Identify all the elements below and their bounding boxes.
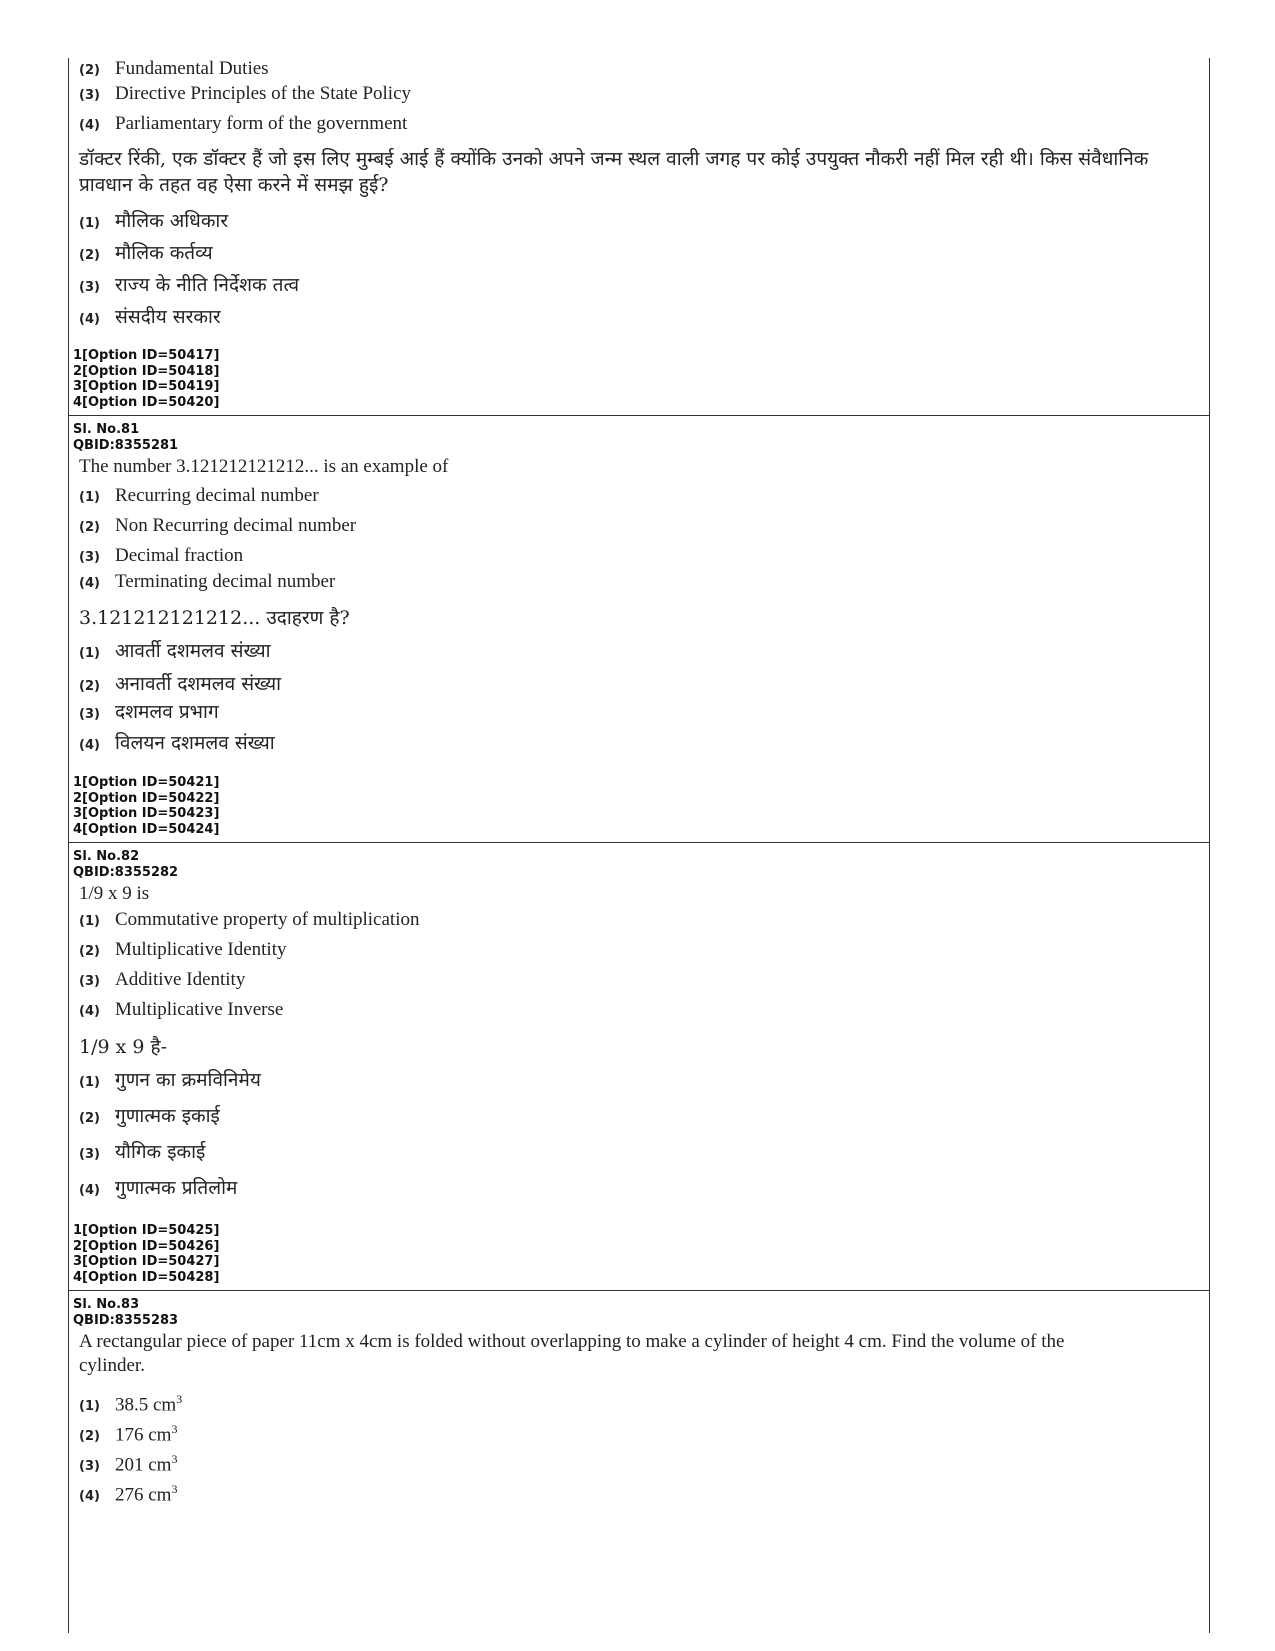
en-option-2 xyxy=(79,939,287,963)
question-paper-page xyxy=(68,58,1210,1633)
option-text: गुणन का क्रमविनिमेय xyxy=(115,1069,261,1091)
option-number: (2) xyxy=(79,520,100,535)
option-text: Multiplicative Identity xyxy=(115,939,287,960)
en-option-2 xyxy=(79,58,269,82)
option-text xyxy=(115,1417,177,1447)
option-number: (2) xyxy=(79,248,100,263)
option-number: (3) xyxy=(79,88,100,103)
option-number: (1) xyxy=(79,490,100,505)
hi-option-4 xyxy=(79,1175,237,1204)
english-question-text: The number 3.121212121212... is an example of xyxy=(79,456,449,477)
option-text: यौगिक इकाई xyxy=(115,1141,206,1163)
qbid: QBID:8355281 xyxy=(73,437,179,453)
hi-option-3 xyxy=(79,272,299,301)
en-option-3 xyxy=(79,969,245,993)
question-block-83 xyxy=(69,1291,1209,1631)
question-header xyxy=(73,422,178,453)
option-text: दशमलव प्रभाग xyxy=(115,701,219,723)
option-id: 4[Option ID=50424] xyxy=(73,821,220,837)
option-text: Terminating decimal number xyxy=(115,571,336,592)
en-option-1 xyxy=(79,485,319,509)
en-option-4 xyxy=(79,1477,177,1509)
en-option-4 xyxy=(79,113,407,137)
question-header xyxy=(73,849,178,880)
option-value: 176 cm xyxy=(115,1424,172,1446)
serial-number: Sl. No.83 xyxy=(73,1297,140,1312)
option-id: 1[Option ID=50425] xyxy=(73,1223,220,1238)
hi-option-2 xyxy=(79,240,213,269)
option-number: (3) xyxy=(79,707,100,722)
option-text: संसदीय सरकार xyxy=(115,306,221,328)
option-number: (2) xyxy=(79,1429,100,1445)
option-text: Fundamental Duties xyxy=(115,58,269,79)
option-text: Directive Principles of the State Policy xyxy=(115,83,412,104)
option-text: राज्य के नीति निर्देशक तत्व xyxy=(115,274,300,296)
option-text: Recurring decimal number xyxy=(115,485,319,506)
option-id-list xyxy=(73,775,219,837)
hi-option-2 xyxy=(79,671,281,700)
option-text: गुणात्मक इकाई xyxy=(115,1105,220,1127)
option-number: (4) xyxy=(79,1489,100,1505)
option-exponent: 3 xyxy=(171,1452,178,1466)
option-text: Additive Identity xyxy=(115,969,246,990)
option-id: 2[Option ID=50418] xyxy=(73,363,220,379)
option-number: (2) xyxy=(79,944,100,959)
option-text: Non Recurring decimal number xyxy=(115,515,357,536)
option-number: (4) xyxy=(79,118,100,133)
option-text: मौलिक अधिकार xyxy=(115,210,229,232)
option-id: 2[Option ID=50422] xyxy=(73,790,220,806)
option-text: Decimal fraction xyxy=(115,545,244,566)
option-exponent: 3 xyxy=(176,1392,183,1406)
hi-option-3 xyxy=(79,1139,205,1168)
hi-option-1 xyxy=(79,1067,261,1096)
option-number: (3) xyxy=(79,974,100,989)
en-option-1 xyxy=(79,1387,182,1419)
option-number: (2) xyxy=(79,63,100,78)
option-number: (4) xyxy=(79,1183,100,1198)
option-text: विलयन दशमलव संख्या xyxy=(115,732,275,754)
option-value: 38.5 cm xyxy=(115,1394,177,1416)
english-question-text: A rectangular piece of paper 11cm x 4cm is folded without overlapping to make a cylinder of height 4 cm. Find the volume of the cylinder. xyxy=(79,1331,1065,1376)
en-option-4 xyxy=(79,571,335,595)
option-number: (3) xyxy=(79,280,100,295)
option-id: 3[Option ID=50427] xyxy=(73,1254,220,1269)
qbid: QBID:8355283 xyxy=(73,1312,179,1328)
option-id: 1[Option ID=50421] xyxy=(73,775,220,790)
option-number: (3) xyxy=(79,550,100,565)
option-number: (2) xyxy=(79,679,100,694)
hi-option-2 xyxy=(79,1103,220,1132)
en-option-3 xyxy=(79,1447,177,1479)
option-value: 201 cm xyxy=(115,1454,172,1476)
option-text: मौलिक कर्तव्य xyxy=(115,242,213,264)
option-id: 3[Option ID=50419] xyxy=(73,379,220,394)
option-number: (4) xyxy=(79,312,100,327)
option-number: (1) xyxy=(79,216,100,231)
question-block-82 xyxy=(69,843,1209,1291)
option-text: आवर्ती दशमलव संख्या xyxy=(115,640,271,662)
serial-number: Sl. No.82 xyxy=(73,849,140,864)
option-text: Parliamentary form of the government xyxy=(115,113,408,134)
question-header xyxy=(73,1297,178,1328)
option-number: (1) xyxy=(79,1399,100,1415)
option-exponent: 3 xyxy=(171,1482,178,1496)
hi-option-1 xyxy=(79,208,228,237)
option-id: 3[Option ID=50423] xyxy=(73,806,220,821)
option-number: (3) xyxy=(79,1459,100,1475)
option-number: (4) xyxy=(79,1004,100,1019)
option-number: (3) xyxy=(79,1147,100,1162)
option-id-list xyxy=(73,348,219,410)
option-text: गुणात्मक प्रतिलोम xyxy=(115,1177,238,1199)
option-number: (2) xyxy=(79,1111,100,1126)
en-option-3 xyxy=(79,83,411,107)
hindi-question-text: डॉक्टर रिंकी, एक डॉक्टर हैं जो इस लिए मुम्बई आई हैं क्योंकि उनको अपने जन्म स्थल वाली जगह पर कोई उपयुक्त नौकरी नहीं मिल रही थी। किस संवैधानिक प्रावधान के तहत वह ऐसा करने में समझ हुई? xyxy=(79,148,1149,196)
option-id: 4[Option ID=50420] xyxy=(73,394,220,410)
option-text xyxy=(115,1477,177,1507)
option-number: (1) xyxy=(79,646,100,661)
en-option-2 xyxy=(79,515,356,539)
option-text: अनावर्ती दशमलव संख्या xyxy=(115,673,282,695)
option-id: 2[Option ID=50426] xyxy=(73,1238,220,1254)
option-number: (1) xyxy=(79,1075,100,1090)
option-text xyxy=(115,1387,182,1417)
en-option-2 xyxy=(79,1417,177,1449)
question-block-81 xyxy=(69,416,1209,843)
option-exponent: 3 xyxy=(171,1422,178,1436)
hi-option-4 xyxy=(79,730,275,759)
option-number: (4) xyxy=(79,576,100,591)
qbid: QBID:8355282 xyxy=(73,864,179,880)
option-text: Commutative property of multiplication xyxy=(115,909,420,930)
en-option-4 xyxy=(79,999,283,1023)
hi-option-1 xyxy=(79,638,271,667)
option-id: 1[Option ID=50417] xyxy=(73,348,220,363)
serial-number: Sl. No.81 xyxy=(73,422,140,437)
option-text xyxy=(115,1447,177,1477)
option-number: (4) xyxy=(79,738,100,753)
option-number: (1) xyxy=(79,914,100,929)
option-id: 4[Option ID=50428] xyxy=(73,1269,220,1285)
english-question-text: 1/9 x 9 is xyxy=(79,883,150,904)
question-block-80-continued xyxy=(69,58,1209,416)
option-id-list xyxy=(73,1223,219,1285)
hi-option-3 xyxy=(79,699,219,728)
en-option-3 xyxy=(79,545,243,569)
option-text: Multiplicative Inverse xyxy=(115,999,284,1020)
hindi-question-text: 3.121212121212... उदाहरण है? xyxy=(79,607,350,629)
option-value: 276 cm xyxy=(115,1484,172,1506)
hindi-question-text: 1/9 x 9 है- xyxy=(79,1036,168,1058)
hi-option-4 xyxy=(79,304,221,333)
en-option-1 xyxy=(79,909,419,933)
